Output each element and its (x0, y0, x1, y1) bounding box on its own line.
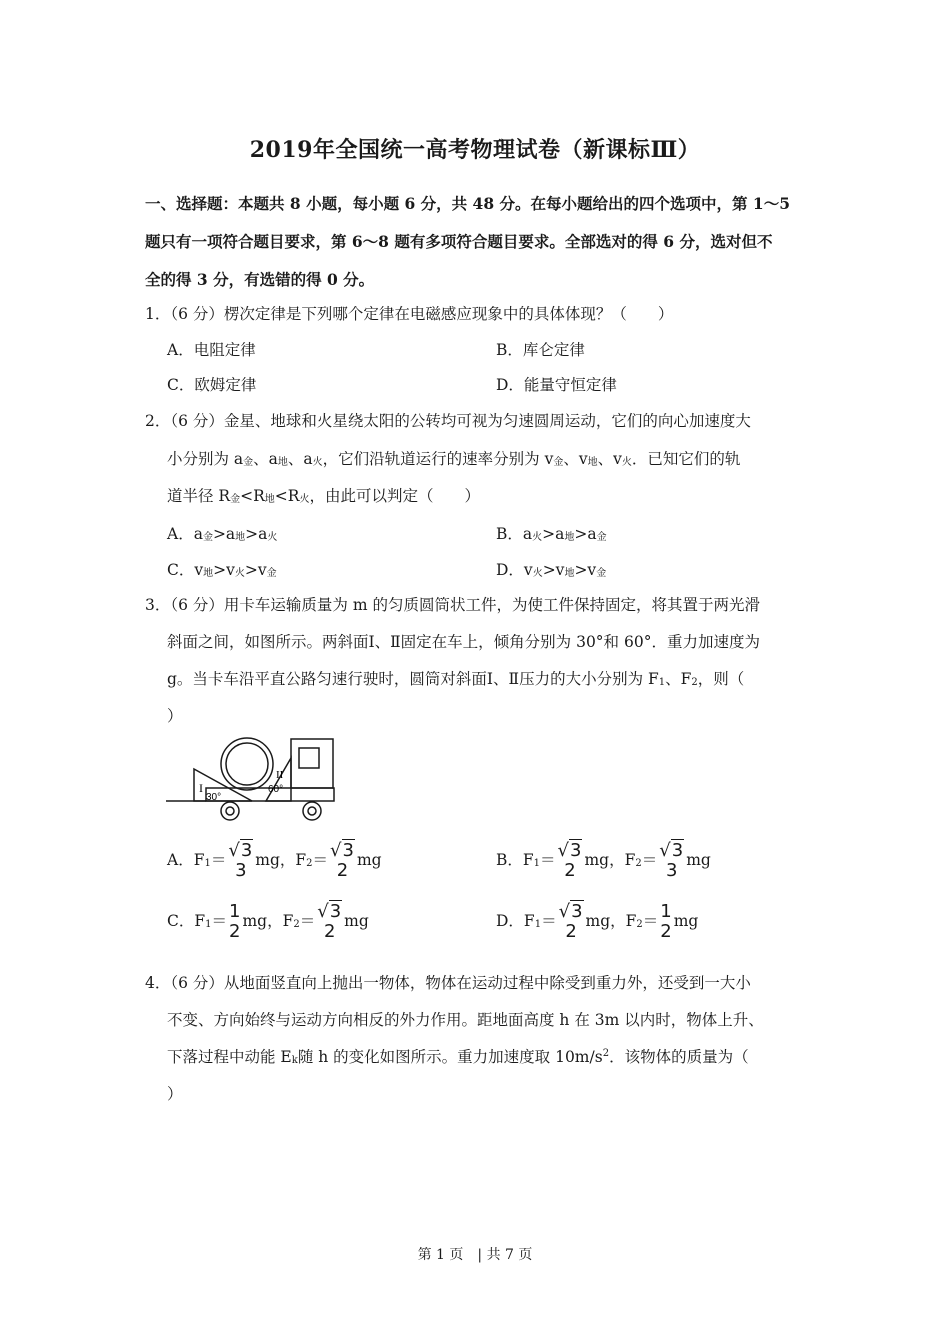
question-2-line3: 道半径 R金<R地<R火，由此可以判定（ ） (167, 487, 480, 505)
page-title: 2019年全国统一高考物理试卷（新课标Ⅲ） (249, 137, 701, 163)
question-1-option-a: A．电阻定律 (167, 341, 256, 359)
question-3-option-c: C．F1＝ 1 2 mg，F2＝ √3 2 mg (167, 901, 369, 942)
question-4-line2: 不变、方向始终与运动方向相反的外力作用。距地面高度 h 在 3m 以内时，物体上升、 (167, 1011, 764, 1029)
question-4-line3: 下落过程中动能 Ek随 h 的变化如图所示。重力加速度取 $10m/s^2$．该物体的质量为（ (167, 1048, 749, 1066)
wheel-rear-hub (226, 807, 234, 815)
section-header-line2: 题只有一项符合题目要求，第 6～8 题有多项符合题目要求。全部选对的得 6 分，选对但不 (145, 232, 773, 251)
question-2-option-d: D．v火>v地>v金 (496, 561, 607, 579)
question-1-option-c: C．欧姆定律 (167, 376, 257, 394)
question-2-option-b: B．a火>a地>a金 (496, 525, 607, 543)
label-incline-2: II (276, 769, 284, 781)
question-2-line1: 2．（6 分）金星、地球和火星绕太阳的公转均可视为匀速圆周运动，它们的向心加速度大 (145, 412, 751, 430)
cab-window (299, 748, 319, 768)
wheel-rear (221, 802, 239, 820)
question-3-option-a: A．F1＝ √3 3 mg，F2＝ √3 2 mg (167, 840, 382, 881)
question-1-option-d: D．能量守恒定律 (496, 376, 617, 394)
question-2-line2: 小分别为 a金、a地、a火，它们沿轨道运行的速率分别为 v金、v地、v火．已知它们的轨 (167, 450, 741, 468)
cylinder-inner (226, 743, 268, 785)
wheel-front-hub (308, 807, 316, 815)
section-header-line1: 一、选择题：本题共 8 小题，每小题 6 分，共 48 分。在每小题给出的四个选项中，第 1～5 (145, 194, 790, 213)
cylinder-outer (221, 738, 273, 790)
question-3-option-d: D．F1＝ √3 2 mg，F2＝ 1 2 mg (496, 901, 699, 942)
label-incline-1: I (199, 781, 203, 795)
page-footer: 第 1 页 | 共 7 页 (417, 1247, 533, 1263)
truck-cylinder-figure (166, 736, 338, 826)
question-3-line3: g。当卡车沿平直公路匀速行驶时，圆筒对斜面Ⅰ、Ⅱ压力的大小分别为 F1、F2，则（ (167, 670, 745, 688)
question-4-line1: 4．（6 分）从地面竖直向上抛出一物体，物体在运动过程中除受到重力外，还受到一大小 (145, 974, 751, 992)
truck-cab (291, 739, 333, 788)
wheel-front (303, 802, 321, 820)
question-1-option-b: B．库仑定律 (496, 341, 585, 359)
question-1-stem: 1．（6 分）楞次定律是下列哪个定律在电磁感应现象中的具体体现？（ ） (145, 305, 674, 323)
question-2-option-a: A．a金>a地>a火 (167, 525, 278, 543)
angle-30: 30° (206, 792, 222, 803)
question-2-option-c: C．v地>v火>v金 (167, 561, 277, 579)
question-3-line2: 斜面之间，如图所示。两斜面Ⅰ、Ⅱ固定在车上，倾角分别为 30°和 60°．重力加速度为 (167, 633, 760, 651)
question-3-line1: 3．（6 分）用卡车运输质量为 m 的匀质圆筒状工件，为使工件保持固定，将其置于两光滑 (145, 596, 760, 614)
angle-60: 60° (268, 784, 284, 795)
question-3-option-b: B．F1＝ √3 2 mg，F2＝ √3 3 mg (496, 840, 711, 881)
question-3-line4: ） (167, 707, 183, 725)
question-4-line4: ） (167, 1085, 183, 1103)
section-header-line3: 全的得 3 分，有选错的得 0 分。 (145, 270, 375, 289)
